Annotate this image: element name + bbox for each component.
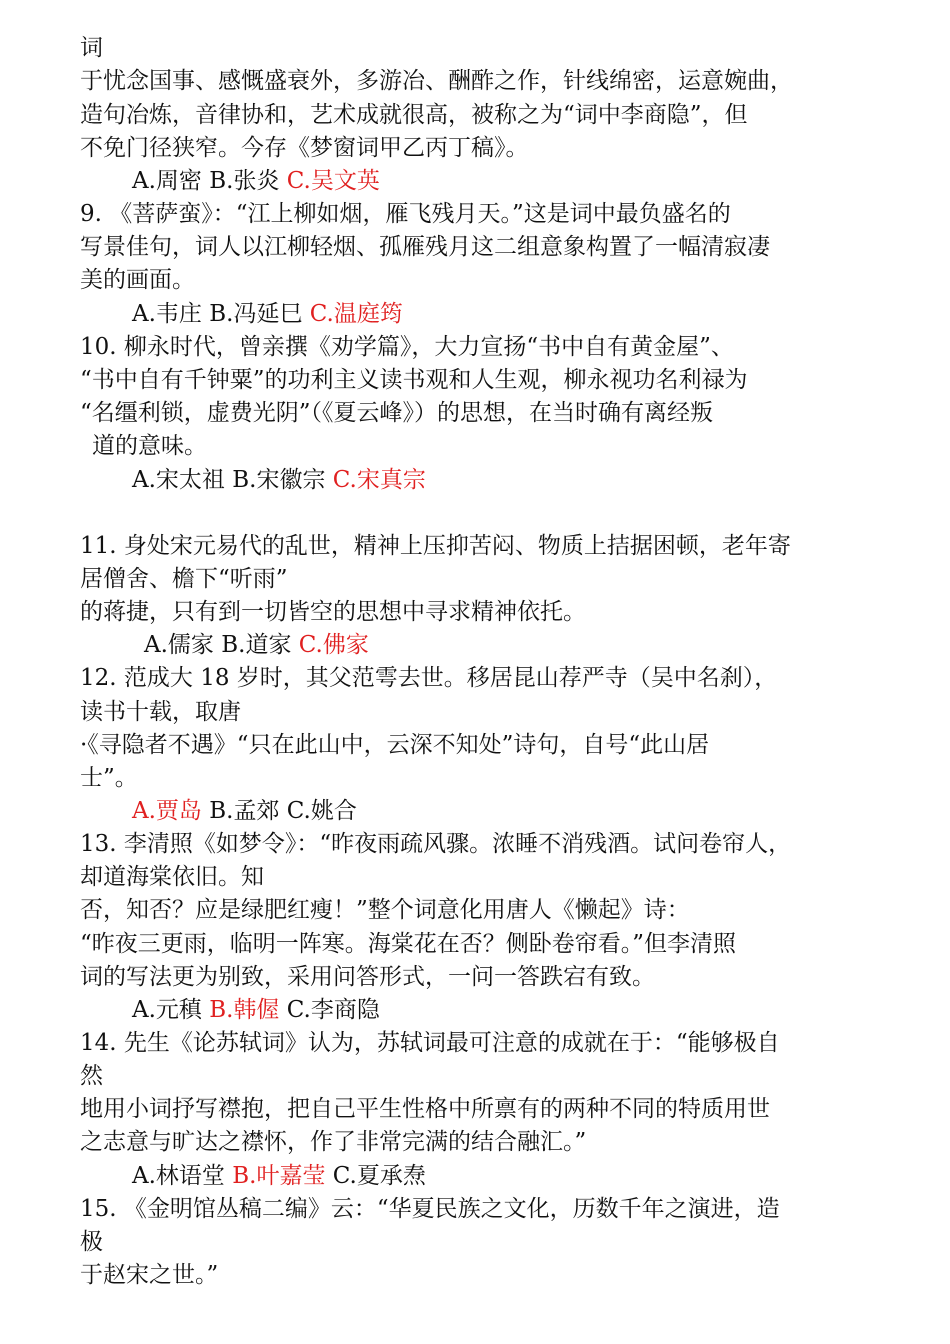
line-text: 之志意与旷达之襟怀，作了非常完满的结合融汇。” — [80, 1129, 587, 1155]
line-text: 写景佳句，词人以江柳轻烟、孤雁残月这二组意象构置了一幅清寂凄 — [80, 234, 770, 260]
text-line — [80, 966, 655, 989]
text-line — [80, 1264, 218, 1287]
text-line — [80, 734, 709, 757]
line-text: 10. 柳永时代，曾亲撰《劝学篇》，大力宣扬“书中自有黄金屋”、 — [80, 334, 734, 360]
line-text: 然 — [80, 1063, 103, 1089]
line-text: “书中自有千钟粟”的功利主义读书观和人生观，柳永视功名利禄为 — [80, 367, 748, 393]
text-line — [80, 137, 529, 160]
text-line — [80, 1131, 586, 1154]
text-line — [132, 303, 403, 326]
line-text: 15. 《金明馆丛稿二编》云：“华夏民族之文化，历数千年之演进，造 — [80, 1196, 780, 1222]
line-text: “名缰利锁，虚费光阴”（《夏云峰》）的思想，在当时确有离经叛 — [80, 400, 714, 426]
line-text: 不免门径狭窄。今存《梦窗词甲乙丙丁稿》。 — [80, 135, 529, 161]
text-line — [80, 1231, 103, 1254]
line-text: A.韦庄 B.冯延巳 — [132, 301, 310, 327]
text-line — [80, 701, 241, 724]
line-text: 的蒋捷，只有到一切皆空的思想中寻求精神依托。 — [80, 599, 586, 625]
line-text: 于忧念国事、感慨盛衰外，多游冶、酬酢之作，针线绵密，运意婉曲， — [80, 68, 793, 94]
line-text: 居僧舍、檐下“听雨” — [80, 566, 288, 592]
text-line — [80, 203, 731, 226]
text-line — [80, 1065, 103, 1088]
answer-text: B.韩偓 — [209, 997, 280, 1023]
answer-text: B.叶嘉莹 — [232, 1163, 326, 1189]
text-line — [80, 568, 288, 591]
line-text: A.元稹 — [132, 997, 210, 1023]
line-text: 词 — [80, 35, 103, 61]
line-text: 否，知否？应是绿肥红瘦！”整个词意化用唐人《懒起》诗： — [80, 897, 690, 923]
line-text: 地用小词抒写襟抱，把自己平生性格中所禀有的两种不同的特质用世 — [80, 1096, 770, 1122]
text-line — [80, 866, 264, 889]
line-text: 道的意味。 — [92, 433, 207, 459]
text-line — [80, 767, 138, 790]
line-text: 读书十载，取唐 — [80, 699, 241, 725]
line-text: A.林语堂 — [132, 1163, 233, 1189]
text-line — [132, 469, 426, 492]
text-line — [80, 37, 103, 60]
line-text: C.李商隐 — [279, 997, 380, 1023]
text-line — [80, 1032, 780, 1055]
line-text: A.周密 B.张炎 — [132, 168, 287, 194]
line-text: A.宋太祖 B.宋徽宗 — [132, 467, 333, 493]
text-line — [80, 269, 195, 292]
line-text: 造句冶炼，音律协和，艺术成就很高，被称之为“词中李商隐”，但 — [80, 102, 748, 128]
text-line — [92, 435, 207, 458]
answer-text: A.贾岛 — [132, 798, 202, 824]
text-line — [80, 833, 791, 856]
text-line — [80, 535, 791, 558]
text-line — [80, 899, 690, 922]
text-line — [80, 933, 736, 956]
line-text: 14. 先生《论苏轼词》认为，苏轼词最可注意的成就在于：“能够极自 — [80, 1030, 780, 1056]
text-line — [80, 104, 748, 127]
line-text: A.儒家 B.道家 — [144, 632, 299, 658]
line-text: C.夏承焘 — [325, 1163, 426, 1189]
line-text: 词的写法更为别致，采用问答形式，一问一答跌宕有致。 — [80, 964, 655, 990]
line-text: B.孟郊 C.姚合 — [201, 798, 357, 824]
answer-text: C.吴文英 — [286, 168, 380, 194]
line-text: 11. 身处宋元易代的乱世，精神上压抑苦闷、物质上拮据困顿，老年寄 — [80, 533, 791, 559]
text-line — [132, 999, 380, 1022]
line-text: 士”。 — [80, 765, 138, 791]
text-line — [80, 336, 734, 359]
line-text: 于赵宋之世。” — [80, 1262, 219, 1288]
text-line — [80, 601, 586, 624]
line-text: 12. 范成大 18 岁时，其父范雩去世。移居昆山荐严寺（吴中名刹）， — [80, 665, 778, 691]
text-line — [132, 170, 380, 193]
text-line — [80, 70, 793, 93]
answer-text: C.温庭筠 — [309, 301, 403, 327]
text-line — [80, 1198, 780, 1221]
text-line — [144, 634, 369, 657]
text-line — [80, 236, 770, 259]
line-text: 13. 李清照《如梦令》：“昨夜雨疏风骤。浓睡不消残酒。试问卷帘人， — [80, 831, 792, 857]
text-line — [80, 369, 748, 392]
line-text: 9. 《菩萨蛮》：“江上柳如烟，雁飞残月天。”这是词中最负盛名的 — [80, 201, 731, 227]
text-line — [80, 402, 713, 425]
line-text: 美的画面。 — [80, 267, 195, 293]
line-text: “昨夜三更雨，临明一阵寒。海棠花在否？侧卧卷帘看。”但李清照 — [80, 931, 737, 957]
answer-text: C.佛家 — [298, 632, 369, 658]
text-line — [132, 1165, 426, 1188]
answer-text: C.宋真宗 — [332, 467, 426, 493]
line-text: 极 — [80, 1229, 103, 1255]
text-line — [80, 667, 777, 690]
text-line — [80, 1098, 770, 1121]
line-text: ·《寻隐者不遇》“只在此山中，云深不知处”诗句，自号“此山居 — [80, 732, 710, 758]
line-text: 却道海棠依旧。知 — [80, 864, 264, 890]
text-line — [132, 800, 357, 823]
